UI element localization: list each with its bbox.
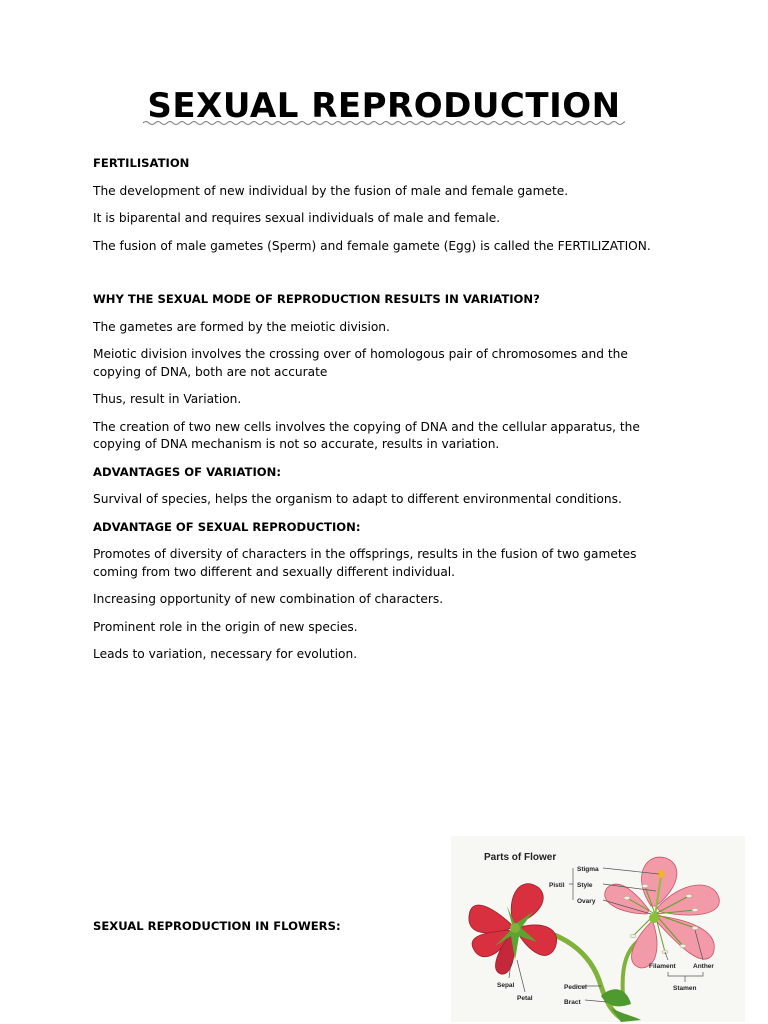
- red-flower: [469, 884, 557, 974]
- section-heading: ADVANTAGE OF SEXUAL REPRODUCTION:: [93, 519, 361, 534]
- section-heading: WHY THE SEXUAL MODE OF REPRODUCTION RESULTS IN VARIATION?: [93, 292, 540, 306]
- page-title: SEXUAL REPRODUCTION: [147, 86, 621, 126]
- label-stamen: Stamen: [673, 985, 697, 992]
- paragraph: Meiotic division involves the crossing over of homologous pair of chromosomes and the copying of DNA, both are not accurate: [93, 347, 628, 379]
- flower-diagram: [451, 836, 745, 1022]
- ovary: [649, 913, 659, 923]
- section-heading: FERTILISATION: [93, 156, 190, 170]
- label-ovary: Ovary: [577, 898, 596, 905]
- label-anther: Anther: [693, 963, 714, 970]
- diagram-title: Parts of Flower: [484, 852, 557, 863]
- label-pedicel: Pedicel: [564, 984, 587, 991]
- spellcheck-underline: [143, 120, 625, 126]
- pink-flower: [605, 857, 720, 968]
- label-stigma: Stigma: [577, 866, 599, 873]
- flower-section-heading: SEXUAL REPRODUCTION IN FLOWERS:: [93, 919, 341, 933]
- label-style: Style: [577, 882, 593, 889]
- paragraph: Leads to variation, necessary for evolution.: [93, 647, 358, 661]
- label-pistil: Pistil: [549, 882, 565, 889]
- label-sepal: Sepal: [497, 982, 515, 989]
- label-filament: Filament: [649, 963, 676, 970]
- label-petal: Petal: [517, 995, 533, 1002]
- paragraph: Survival of species, helps the organism to adapt to different environmental conditions.: [93, 492, 622, 506]
- paragraph: Increasing opportunity of new combination of characters.: [93, 592, 444, 606]
- paragraph: Prominent role in the origin of new species.: [93, 619, 358, 634]
- document-body: [93, 155, 678, 674]
- petal: [469, 905, 511, 933]
- paragraph: Promotes of diversity of characters in the offsprings, results in the fusion of two gametes coming from two different and sexually different individual.: [93, 547, 637, 579]
- petal: [632, 922, 657, 968]
- paragraph: The gametes are formed by the meiotic division.: [93, 319, 390, 334]
- paragraph: It is biparental and requires sexual individuals of male and female.: [93, 211, 501, 225]
- section-heading: ADVANTAGES OF VARIATION:: [93, 464, 281, 479]
- label-bract: Bract: [564, 999, 581, 1006]
- petal: [517, 925, 557, 955]
- paragraph: The development of new individual by the fusion of male and female gamete.: [93, 183, 569, 198]
- paragraph: The fusion of male gametes (Sperm) and female gamete (Egg) is called the FERTILIZATION.: [93, 238, 651, 253]
- paragraph: Thus, result in Variation.: [93, 392, 242, 406]
- paragraph: The creation of two new cells involves the copying of DNA and the cellular apparatus, the copying of DNA mechanism is not so accurate, results in variation.: [93, 419, 640, 451]
